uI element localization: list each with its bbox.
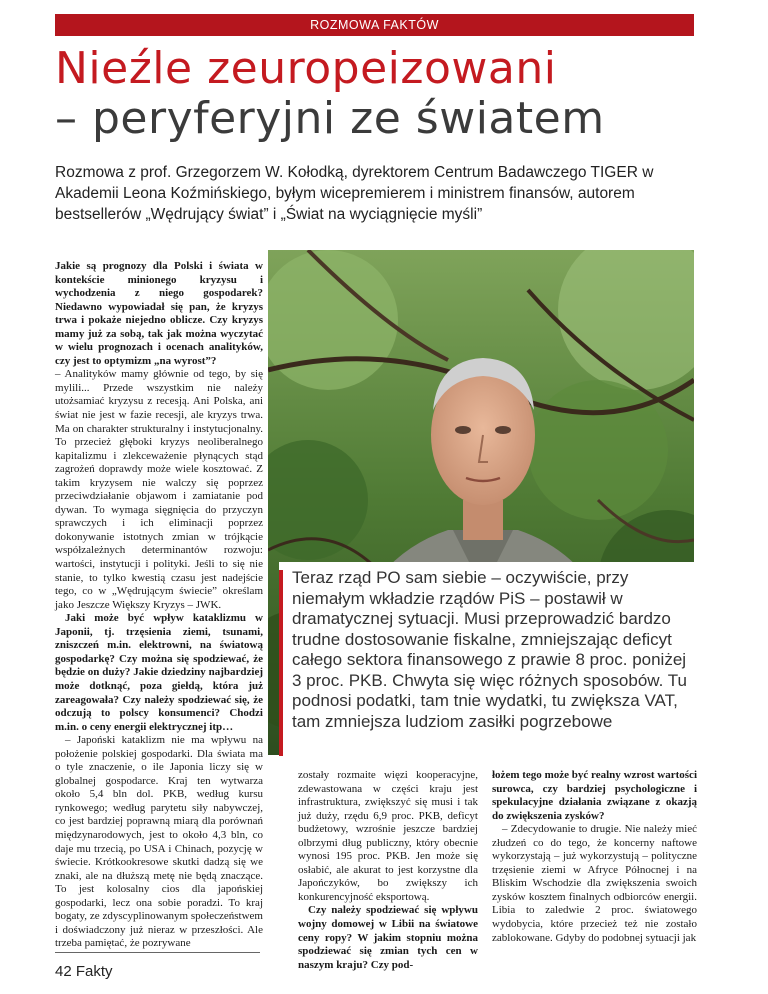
pull-quote [279,562,694,756]
footer-rule [55,952,260,953]
col1-question-2: Jaki może być wpływ kataklizmu w Japonii, tj. trzęsienia ziemi, tsunami, zniszczeń m.in. elektrowni, na światową gospodarkę? Czy można się spodziewać, że będzie on duży? Jakie dziedziny najbardziej może dotknąć, poza giełdą, która już zareagowała? Czy należy spodziewać się, że odczują to polscy konsumenci? Chodzi m.in. o ceny energii elektrycznej itp… [55,612,263,733]
section-banner: ROZMOWA FAKTÓW [55,14,694,36]
page-number: 42 [55,963,72,980]
magazine-name: Fakty [75,963,113,980]
pull-quote-accent-bar [279,570,283,756]
article-title [55,44,745,144]
text-column-1 [55,260,263,951]
title-line-1: Nieźle zeuropeizowani [55,43,557,94]
pull-quote-text: Teraz rząd PO sam siebie – oczywiście, przy niemałym wkładzie rządów PiS – postawił w dramatycznej sytuacji. Musi przeprowadzić bardzo trudne dostosowanie fiskalne, zmniejszając deficyt całego sektora finansowego z prawie 8 proc. poniżej 3 proc. PKB. Chwyta się więc różnych sposobów. Tu podnosi podatki, tam tnie wydatki, tu zwiększa VAT, tam zmniejsza ludziom zasiłki pogrzebowe [292,568,687,731]
title-line-2: – peryferyjni ze światem [55,93,605,144]
col3-question: łożem tego może być realny wzrost wartości surowca, czy bardziej psychologiczne i spekulacyjne działania związane z okazją do zwiększenia zysków? [492,769,697,822]
col3-answer: – Zdecydowanie to drugie. Nie należy mieć złudzeń co do tego, że koncerny naftowe wykorzystają – już wykorzystują – polityczne trzęsienie ziemi w Afryce Północnej i na Bliskim Wschodzie dla zwiększenia swoich zysków kosztem finalnych odbiorców energii. Libia to zaledwie 2 proc. światowego wydobycia, które przecież też nie zostało zablokowane. Gdyby do podobnej sytuacji jak [492,823,697,944]
text-column-3 [492,769,697,945]
col2-question: Czy należy spodziewać się wpływu wojny domowej w Libii na światowe ceny ropy? W jakim stopniu można spodziewać się zmian tych cen w naszym kraju? Czy pod- [298,904,478,971]
page-folio [55,963,113,980]
article-lead: Rozmowa z prof. Grzegorzem W. Kołodką, dyrektorem Centrum Badawczego TIGER w Akademii Leona Koźmińskiego, byłym wicepremierem i ministrem finansów, autorem bestsellerów „Wędrujący świat” i „Świat na wyciągnięcie myśli” [55,164,654,223]
col1-answer-1: – Analityków mamy głównie od tego, by się mylili... Przede wszystkim nie należy utożsamiać kryzysu z recesją. Ani Polska, ani świat nie jest w fazie recesji, ale kryzys trwa. Ma on charakter strukturalny i instytucjonalny. To przecież głęboki kryzys neoliberalnego kapitalizmu i zlekceważenie płynących stąd zagrożeń doprawdy może wiele kosztować. Z takim kryzysem nie walczy się poprzez przeciwdziałanie objawom i zamiatanie pod dywan. To wymaga sięgnięcia do przyczyn sprawczych i ich eliminacji poprzez dokonywanie istotnych zmian w trójkącie współzależnych determinantów rozwoju: wartości, instytucji i polityki. Jeśli to się nie stanie, to tylko kwestią czasu jest nadejście tego, co w „Wędrującym świecie” określam jako Jeszcze Większy Kryzys – JWK. [55,368,263,611]
col2-answer: zostały rozmaite więzi kooperacyjne, zdewastowana w części kraju jest infrastruktura, zwiększyć się musi i tak już duży, rzędu 6,9 proc. PKB, deficyt budżetowy, wzrośnie jeszcze bardziej olbrzymi dług publiczny, który obecnie wynosi 195 proc. PKB. Jen może się osłabić, ale akurat to jest korzystne dla Japończyków, bo zwiększy ich konkurencyjność eksportową. [298,769,478,903]
col1-question-1: Jakie są prognozy dla Polski i świata w kontekście minionego kryzysu i wychodzenia z niego gospodarek? Niedawno wypowiadał się pan, że kryzys trwa i pokaże niejedno oblicze. Czy kryzys mamy już za sobą, tak jak można wyczytać w wielu prognozach i ocenach analityków, czy jest to optymizm „na wyrost”? [55,260,263,367]
col1-answer-2: – Japoński kataklizm nie ma wpływu na położenie polskiej gospodarki. Dla świata ma o tyle znaczenie, o ile Japonia liczy się w globalnej gospodarce. Kraj ten wytwarza około 5,4 bln dol. PKB, według kursu rynkowego; według parytetu siły nabywczej, co jest bardziej poprawną miarą dla porównań międzynarodowych, jest to około 4,3 bln, co daje mu trzecią, po USA i Chinach, pozycję w świecie. Krótkookresowe skutki dadzą się we znaki, ale na dłuższą metę nie będą znaczące. To jest kolosalny cios dla japońskiej gospodarki, lecz ona sobie poradzi. To kraj bogaty, ze zdyscyplinowanym społeczeństwem i doświadczony już nieraz w przeszłości. Ale trzeba pamiętać, że pozrywane [55,734,263,950]
text-column-2 [298,769,478,972]
